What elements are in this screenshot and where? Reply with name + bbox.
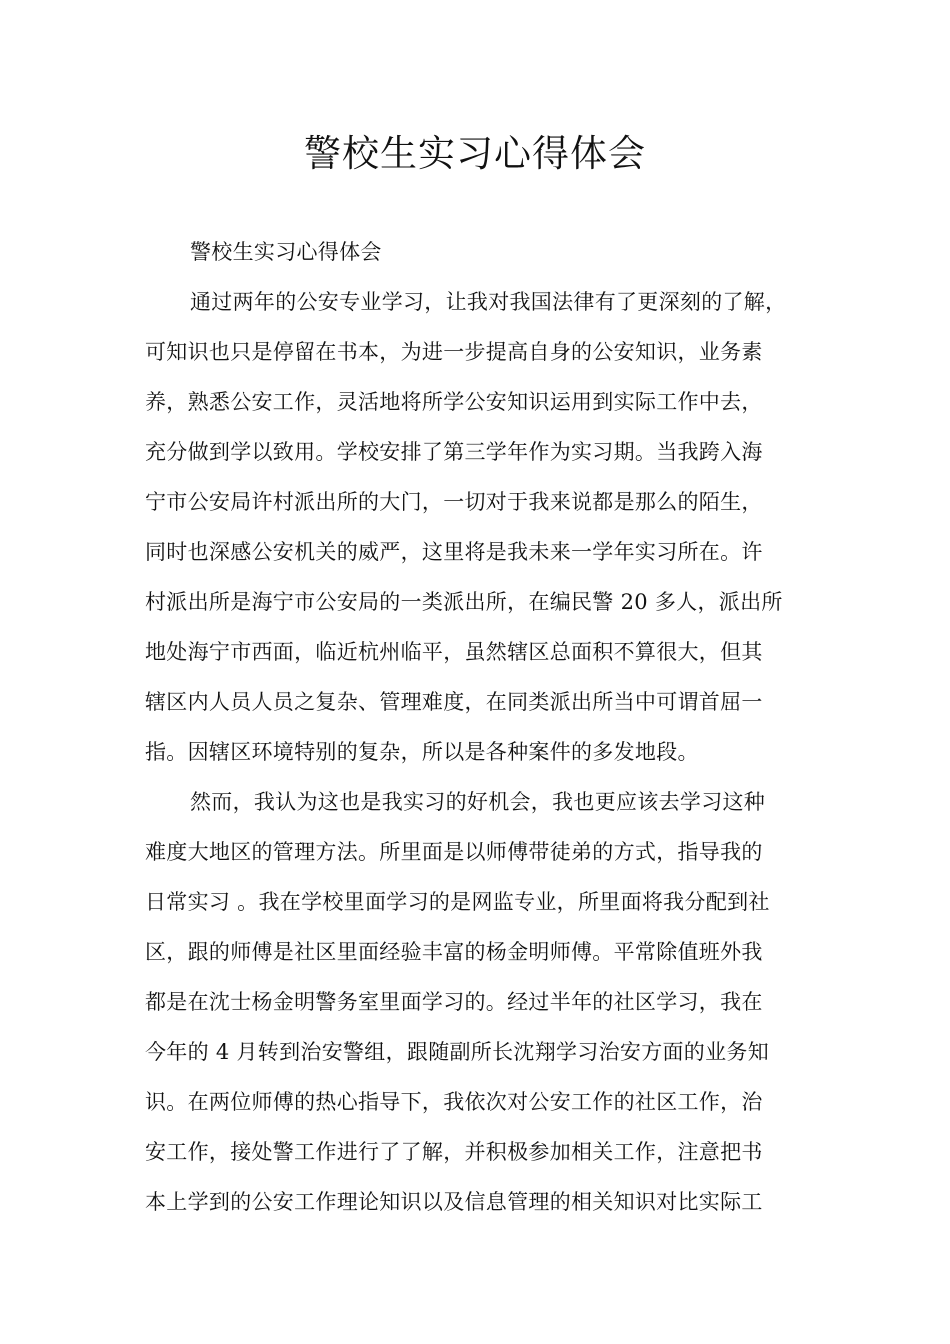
paragraph-line: 日常实习 。我在学校里面学习的是网监专业，所里面将我分配到社 [145, 890, 770, 914]
subtitle-line: 警校生实习心得体会 [190, 240, 382, 264]
paragraph-line: 本上学到的公安工作理论知识以及信息管理的相关知识对比实际工 [145, 1190, 763, 1214]
paragraph-line: 辖区内人员人员之复杂、管理难度，在同类派出所当中可谓首屈一 [145, 690, 763, 714]
paragraph-line: 村派出所是海宁市公安局的一类派出所，在编民警 20 多人，派出所 [145, 590, 783, 614]
document-title: 警校生实习心得体会 [304, 132, 646, 175]
paragraph-line: 区，跟的师傅是社区里面经验丰富的杨金明师傅。平常除值班外我 [145, 940, 763, 964]
paragraph-line: 养，熟悉公安工作，灵活地将所学公安知识运用到实际工作中去， [145, 390, 763, 414]
paragraph-line: 难度大地区的管理方法。所里面是以师傅带徒弟的方式，指导我的 [145, 840, 763, 864]
paragraph-line: 地处海宁市西面，临近杭州临平，虽然辖区总面积不算很大，但其 [145, 640, 763, 664]
paragraph-line: 充分做到学以致用。学校安排了第三学年作为实习期。当我跨入海 [145, 440, 763, 464]
paragraph-line: 可知识也只是停留在书本，为进一步提高自身的公安知识，业务素 [145, 340, 763, 364]
paragraph-line: 今年的 4 月转到治安警组，跟随副所长沈翔学习治安方面的业务知 [145, 1040, 770, 1064]
paragraph-line: 识。在两位师傅的热心指导下，我依次对公安工作的社区工作，治 [145, 1090, 763, 1114]
paragraph-line: 然而，我认为这也是我实习的好机会，我也更应该去学习这种 [190, 790, 766, 814]
paragraph-line: 宁市公安局许村派出所的大门，一切对于我来说都是那么的陌生， [145, 490, 763, 514]
paragraph-line: 通过两年的公安专业学习，让我对我国法律有了更深刻的了解， [190, 290, 787, 314]
paragraph-line: 指。因辖区环境特别的复杂，所以是各种案件的多发地段。 [145, 740, 699, 764]
paragraph-line: 都是在沈士杨金明警务室里面学习的。经过半年的社区学习，我在 [145, 990, 763, 1014]
paragraph-line: 安工作，接处警工作进行了了解，并积极参加相关工作，注意把书 [145, 1140, 763, 1164]
paragraph-line: 同时也深感公安机关的威严，这里将是我未来一学年实习所在。许 [145, 540, 763, 564]
